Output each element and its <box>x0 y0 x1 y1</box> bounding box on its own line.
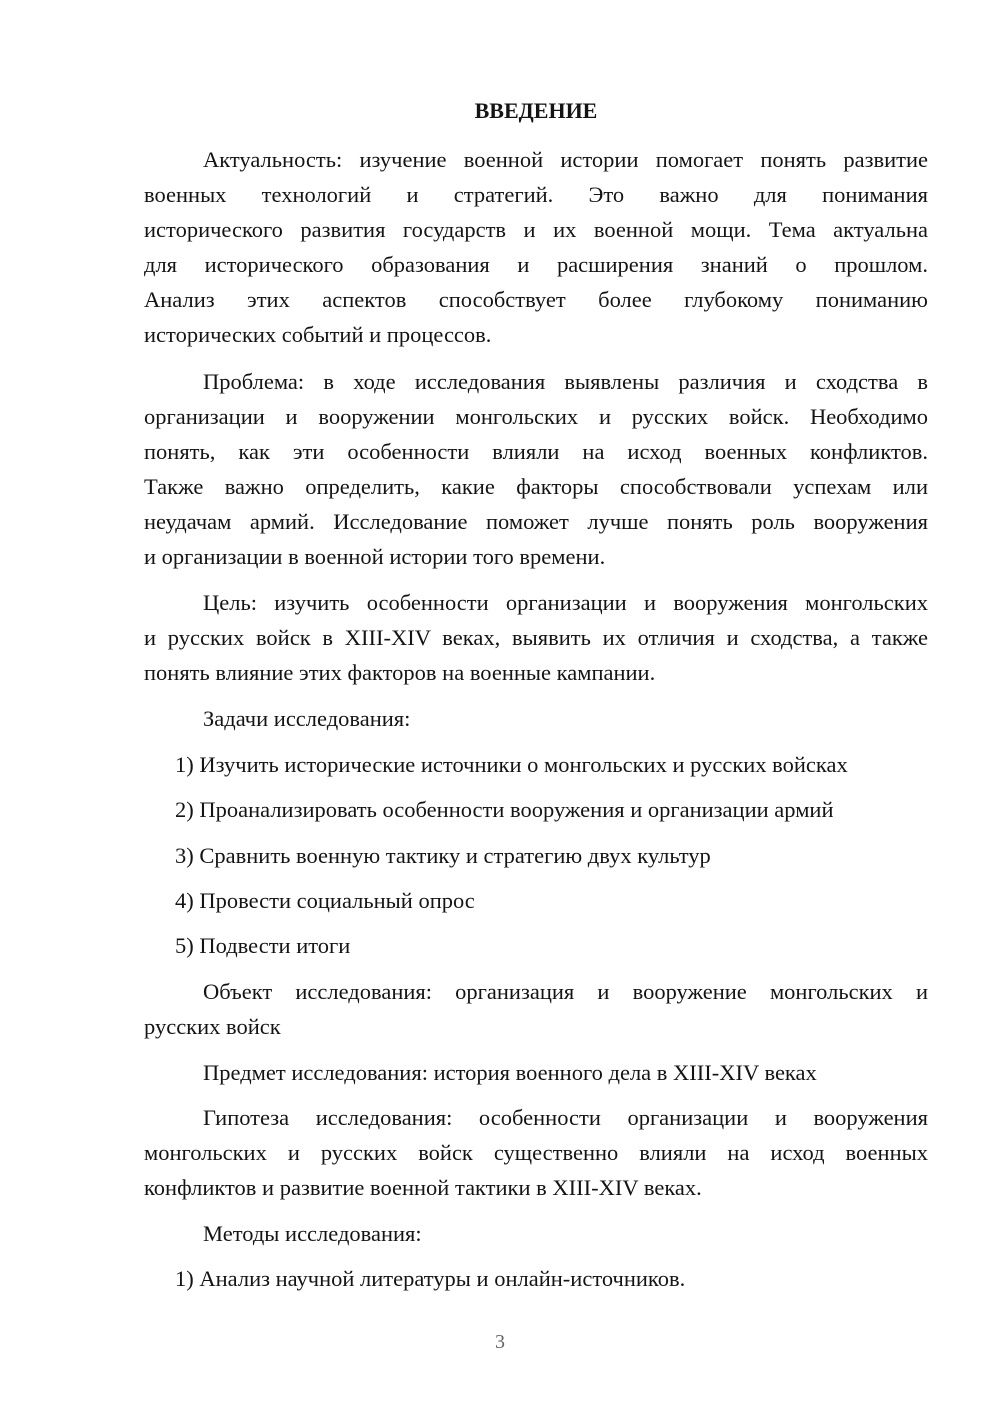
object-line: русских войск <box>144 1014 281 1039</box>
method-item: 1) Анализ научной литературы и онлайн-источников. <box>175 1266 686 1291</box>
subject-line: Предмет исследования: история военного дела в XIII-XIV веках <box>203 1060 817 1085</box>
relevance-line: Актуальность: изучение военной истории помогает понять развитие <box>203 147 928 172</box>
problem-line: организации и вооружении монгольских и русских войск. Необходимо <box>144 404 928 429</box>
task-item: 5) Подвести итоги <box>175 933 351 958</box>
page-number: 3 <box>495 1331 505 1353</box>
task-item: 4) Провести социальный опрос <box>175 888 475 913</box>
problem-line: Также важно определить, какие факторы способствовали успехам или <box>144 474 928 499</box>
hypothesis-line: монгольских и русских войск существенно влияли на исход военных <box>144 1140 928 1165</box>
hypothesis-line: конфликтов и развитие военной тактики в XIII-XIV веках. <box>144 1175 702 1200</box>
relevance-line: военных технологий и стратегий. Это важно для понимания <box>144 182 928 207</box>
relevance-line: исторического развития государств и их военной мощи. Тема актуальна <box>144 217 928 242</box>
object-line: Объект исследования: организация и вооружение монгольских и <box>203 979 928 1004</box>
relevance-line: исторических событий и процессов. <box>144 322 492 347</box>
relevance-line: для исторического образования и расширения знаний о прошлом. <box>144 252 928 277</box>
problem-line: неудачам армий. Исследование поможет лучше понять роль вооружения <box>144 509 928 534</box>
problem-line: понять, как эти особенности влияли на исход военных конфликтов. <box>144 439 928 464</box>
goal-line: и русских войск в XIII-XIV веках, выявить их отличия и сходства, а также <box>144 625 928 650</box>
problem-line: и организации в военной истории того времени. <box>144 544 606 569</box>
hypothesis-line: Гипотеза исследования: особенности организации и вооружения <box>203 1105 928 1130</box>
goal-line: Цель: изучить особенности организации и вооружения монгольских <box>203 590 928 615</box>
methods-heading: Методы исследования: <box>203 1221 422 1246</box>
problem-line: Проблема: в ходе исследования выявлены различия и сходства в <box>203 369 928 394</box>
page-title: ВВЕДЕНИЕ <box>474 98 598 123</box>
relevance-line: Анализ этих аспектов способствует более глубокому пониманию <box>144 287 928 312</box>
task-item: 2) Проанализировать особенности вооружения и организации армий <box>175 797 834 822</box>
task-item: 1) Изучить исторические источники о монгольских и русских войсках <box>175 752 848 777</box>
task-item: 3) Сравнить военную тактику и стратегию двух культур <box>175 843 711 868</box>
tasks-heading: Задачи исследования: <box>203 706 411 731</box>
goal-line: понять влияние этих факторов на военные кампании. <box>144 660 656 685</box>
